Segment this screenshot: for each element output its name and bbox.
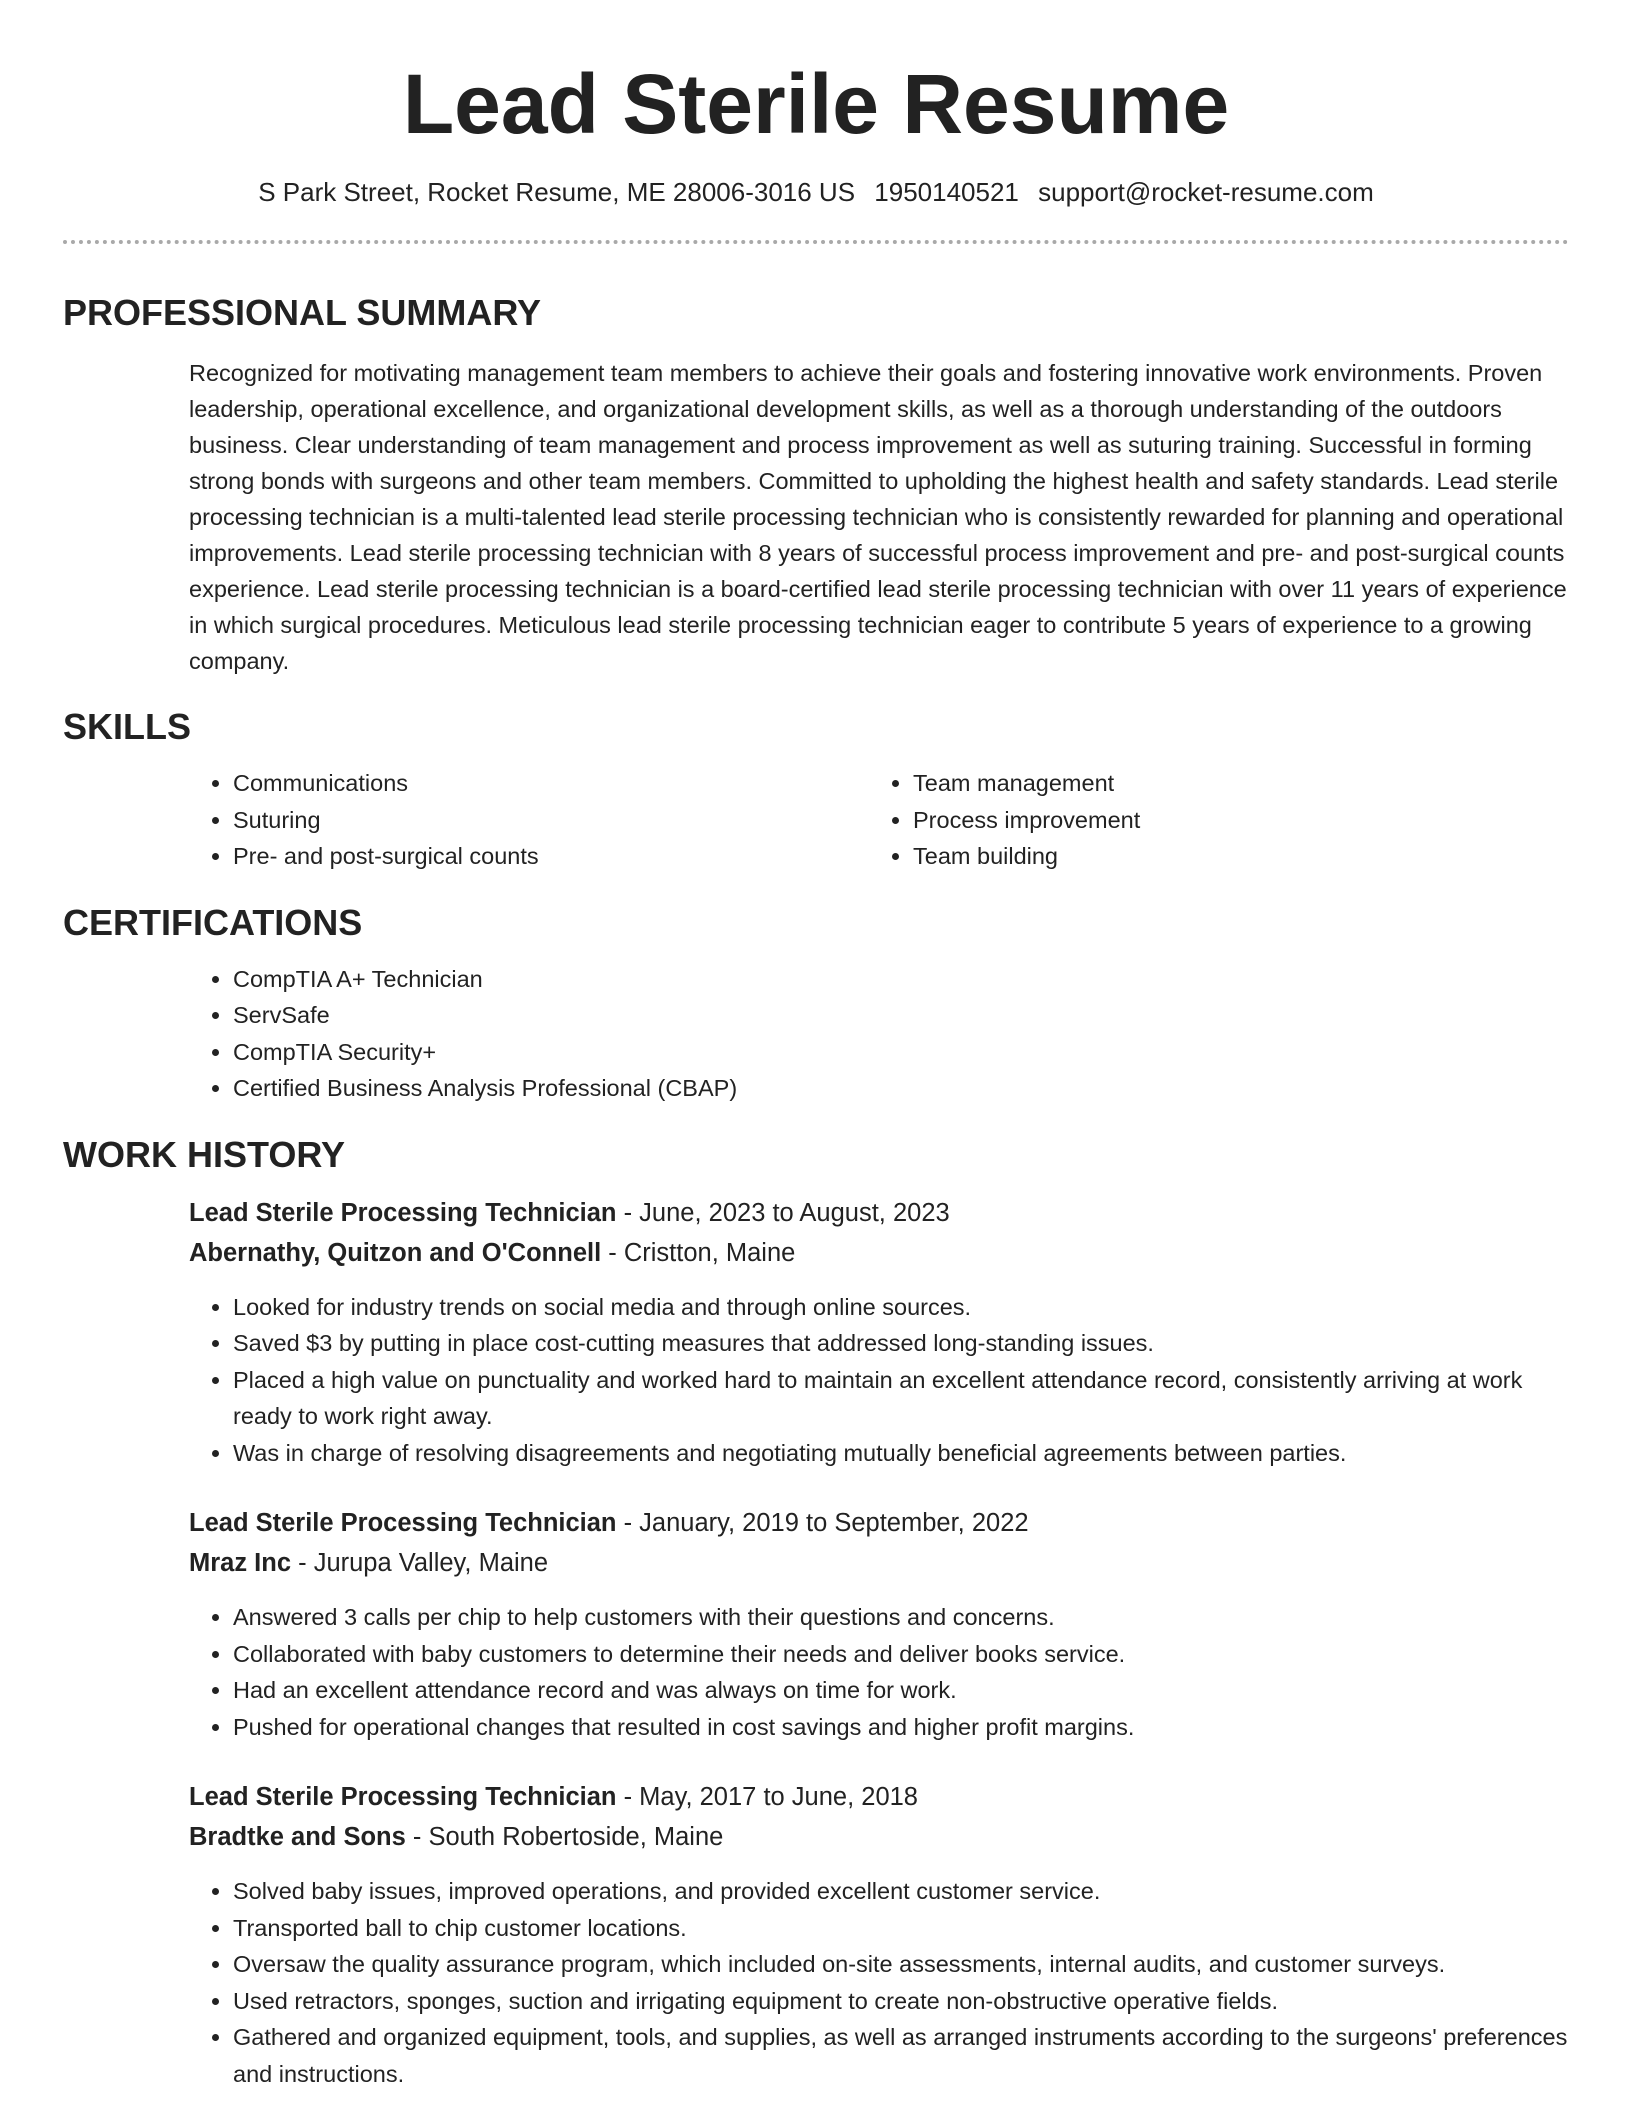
skill-item: • Team building	[913, 838, 1549, 875]
contact-address: S Park Street, Rocket Resume, ME 28006-3016 US	[258, 177, 856, 207]
job-company-line	[189, 1543, 1569, 1583]
job-duty-item: • Transported ball to chip customer locations.	[233, 1910, 1569, 1947]
job-duty-item: • Looked for industry trends on social media and through online sources.	[233, 1289, 1569, 1326]
job-location: - Jurupa Valley, Maine	[291, 1549, 549, 1577]
job-company: Bradtke and Sons	[189, 1823, 406, 1851]
job-duty-item: • Oversaw the quality assurance program, which included on-site assessments, internal audits, and customer surveys.	[233, 1946, 1569, 1983]
job-duty-item: • Solved baby issues, improved operations, and provided excellent customer service.	[233, 1873, 1569, 1910]
work-history-heading: WORK HISTORY	[63, 1133, 346, 1175]
job-entry	[189, 1503, 1569, 1745]
contact-phone: 1950140521	[874, 177, 1019, 207]
job-entry	[189, 1193, 1569, 1472]
certifications-heading: CERTIFICATIONS	[63, 901, 363, 943]
job-duty-item: • Used retractors, sponges, suction and irrigating equipment to create non-obstructive operative fields.	[233, 1983, 1569, 2020]
job-duty-item: • Answered 3 calls per chip to help customers with their questions and concerns.	[233, 1599, 1569, 1636]
job-duty-item: • Pushed for operational changes that resulted in cost savings and higher profit margins.	[233, 1709, 1569, 1746]
job-duties-list	[189, 1873, 1569, 2092]
certification-item: • ServSafe	[233, 997, 1569, 1034]
contact-line	[63, 174, 1569, 210]
job-title: Lead Sterile Processing Technician	[189, 1509, 617, 1537]
skills-column-right	[869, 765, 1549, 875]
contact-email[interactable]: support@rocket-resume.com	[1038, 177, 1374, 207]
job-company-line	[189, 1817, 1569, 1857]
skill-item: • Process improvement	[913, 802, 1549, 839]
job-title: Lead Sterile Processing Technician	[189, 1783, 617, 1811]
job-location: - South Robertoside, Maine	[405, 1823, 724, 1851]
resume-name: Lead Sterile Resume	[402, 57, 1230, 151]
header-divider	[63, 240, 1569, 244]
job-title: Lead Sterile Processing Technician	[189, 1198, 617, 1227]
certifications-list	[189, 961, 1569, 1107]
job-duty-item: • Had an excellent attendance record and was always on time for work.	[233, 1672, 1569, 1709]
skills-column-left	[189, 765, 869, 875]
job-dates: - May, 2017 to June, 2018	[616, 1783, 918, 1811]
skill-item: • Pre- and post-surgical counts	[233, 838, 869, 875]
job-title-line	[189, 1503, 1569, 1543]
job-duty-item: • Placed a high value on punctuality and worked hard to maintain an excellent attendance record, consistently arriving at work ready to work right away.	[233, 1362, 1569, 1435]
job-location: - Cristton, Maine	[601, 1238, 796, 1267]
skills-heading: SKILLS	[63, 706, 192, 747]
job-duties-list	[189, 1289, 1569, 1472]
job-duties-list	[189, 1599, 1569, 1745]
summary-heading: PROFESSIONAL SUMMARY	[63, 292, 542, 333]
job-company: Abernathy, Quitzon and O'Connell	[189, 1238, 602, 1267]
skills-list	[189, 765, 1569, 875]
job-title-line	[189, 1777, 1569, 1817]
skill-item: • Suturing	[233, 802, 869, 839]
job-duty-item: • Was in charge of resolving disagreements and negotiating mutually beneficial agreements between parties.	[233, 1435, 1569, 1472]
job-dates: - January, 2019 to September, 2022	[616, 1509, 1029, 1537]
job-entry	[189, 1777, 1569, 2092]
job-company-line	[189, 1233, 1569, 1273]
job-duty-item: • Collaborated with baby customers to determine their needs and deliver books service.	[233, 1636, 1569, 1673]
skill-item: • Team management	[913, 765, 1549, 802]
certification-item: • CompTIA A+ Technician	[233, 961, 1569, 998]
skill-item: • Communications	[233, 765, 869, 802]
certification-item: • CompTIA Security+	[233, 1034, 1569, 1071]
job-duty-item: • Gathered and organized equipment, tools, and supplies, as well as arranged instruments according to the surgeons' preferences and instructions.	[233, 2019, 1569, 2092]
summary-text: Recognized for motivating management team members to achieve their goals and fostering innovative work environments. Proven leadership, operational excellence, and organizational development skills, as well as a thorough understanding of the outdoors business. Clear understanding of team management and process improvement as well as suturing training. Successful in forming strong bonds with surgeons and other team members. Committed to upholding the highest health and safety standards. Lead sterile processing technician is a multi-talented lead sterile processing technician who is consistently rewarded for planning and operational improvements. Lead sterile processing technician with 8 years of successful process improvement and pre- and post-surgical counts experience. Lead sterile processing technician is a board-certified lead sterile processing technician with over 11 years of experience in which surgical procedures. Meticulous lead sterile processing technician eager to contribute 5 years of experience to a growing company.	[189, 360, 1567, 674]
job-duty-item: • Saved $3 by putting in place cost-cutting measures that addressed long-standing issues.	[233, 1325, 1569, 1362]
certification-item: • Certified Business Analysis Professional (CBAP)	[233, 1070, 1569, 1107]
job-title-line	[189, 1193, 1569, 1233]
job-company: Mraz Inc	[189, 1549, 292, 1577]
job-dates: - June, 2023 to August, 2023	[616, 1198, 950, 1227]
